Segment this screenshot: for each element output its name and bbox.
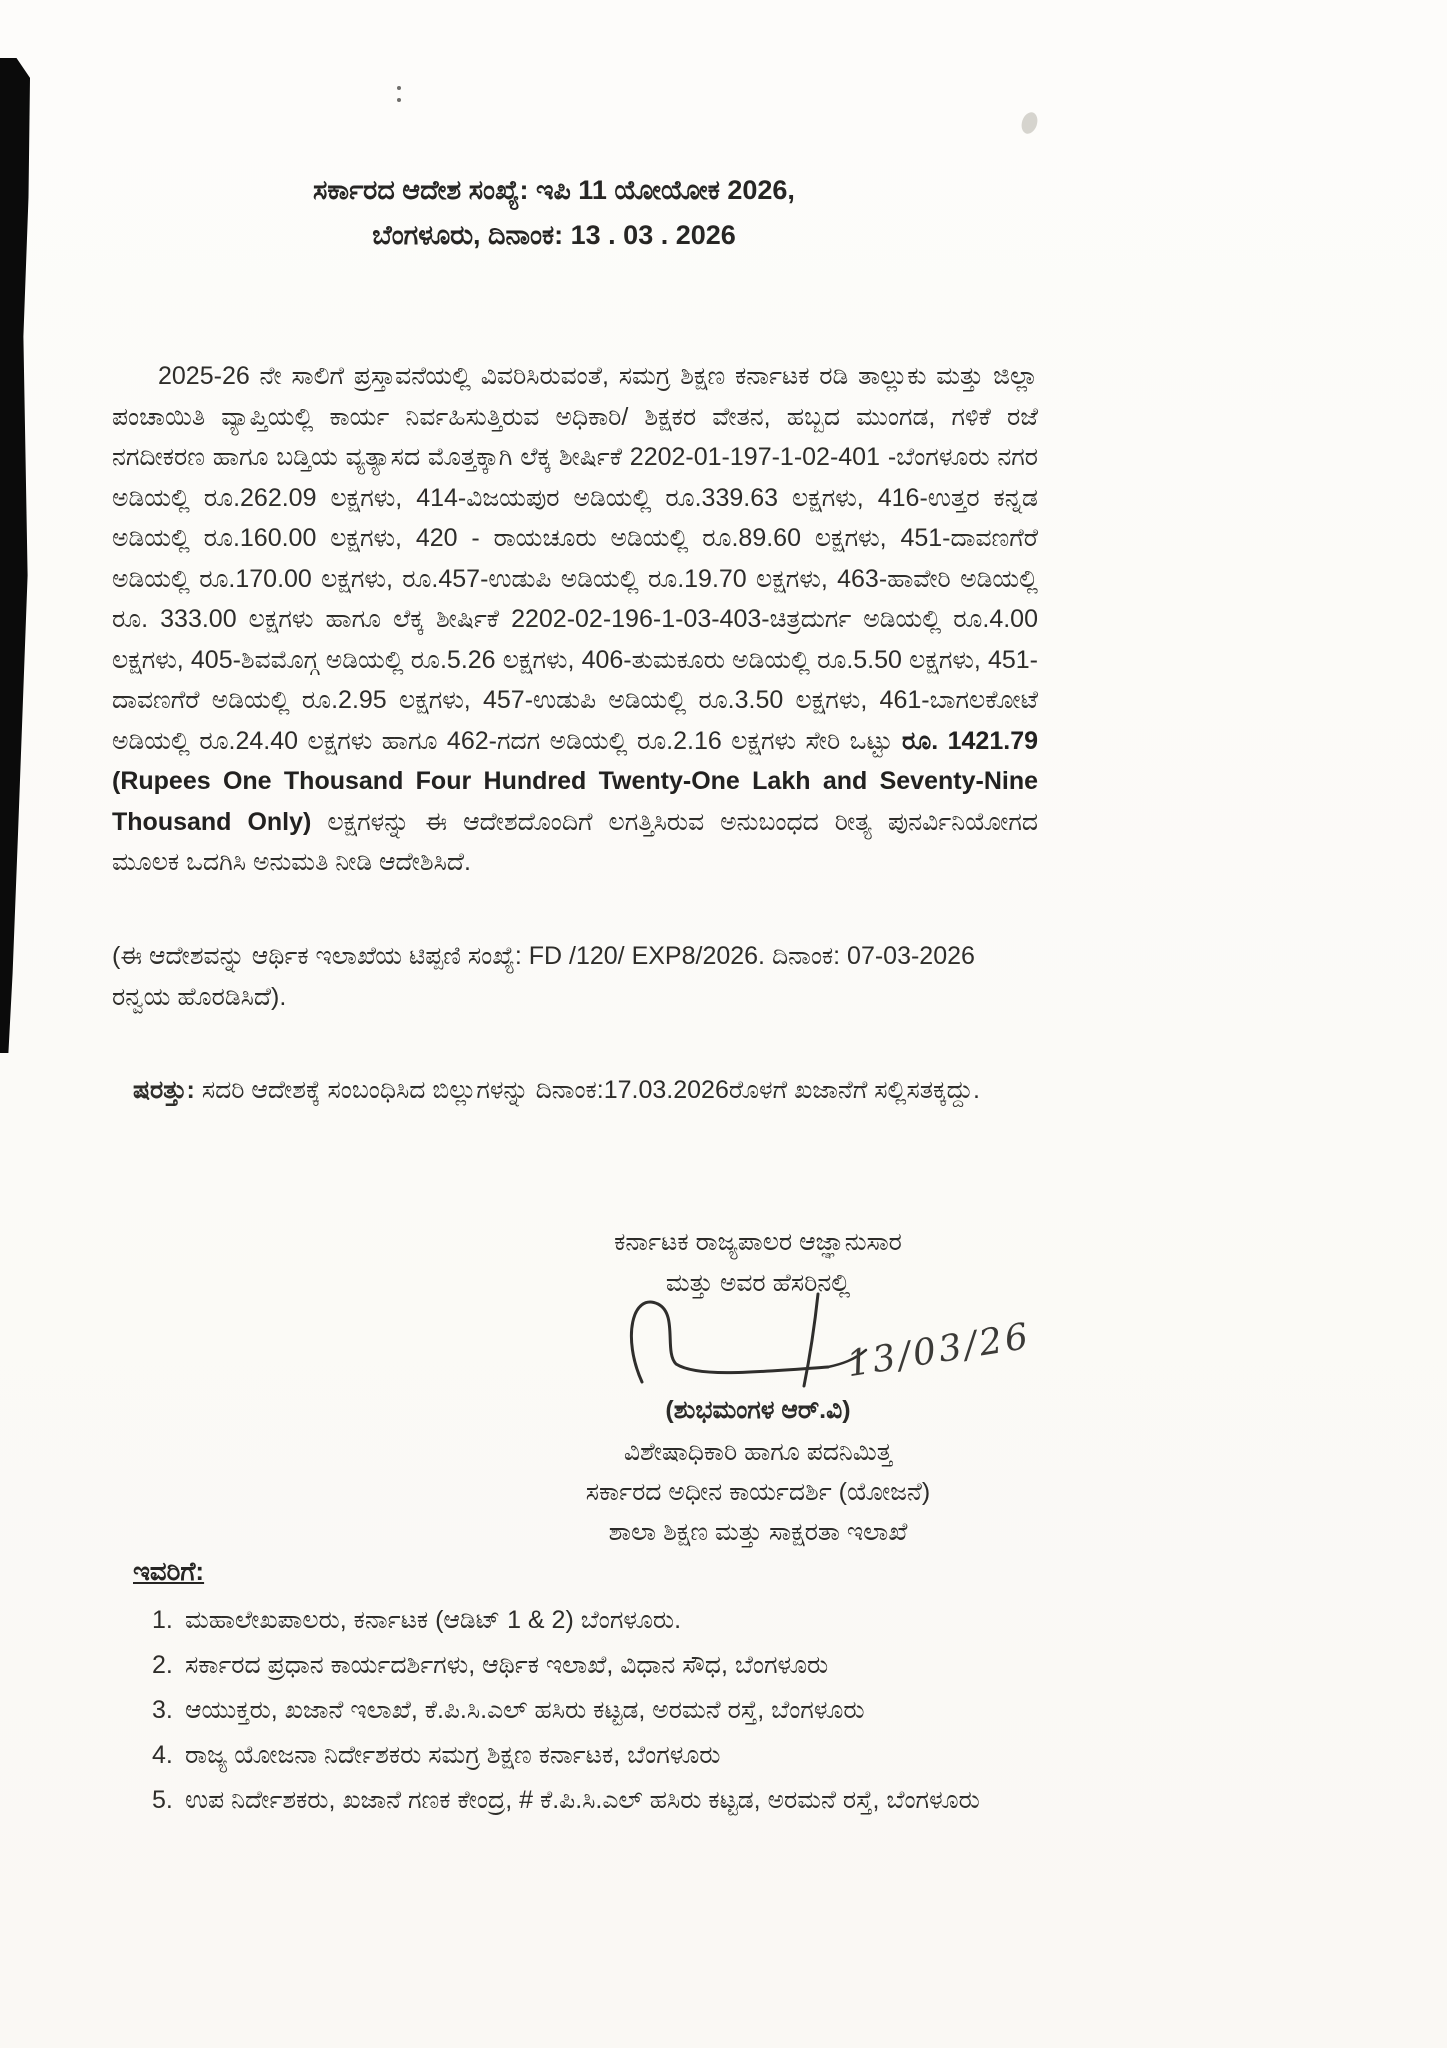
recipient-item <box>152 1643 1052 1688</box>
order-body-text-1: 2025-26 ನೇ ಸಾಲಿಗೆ ಪ್ರಸ್ತಾವನೆಯಲ್ಲಿ ವಿವರಿಸಿರುವಂತೆ, ಸಮಗ್ರ ಶಿಕ್ಷಣ ಕರ್ನಾಟಕ ರಡಿ ತಾಲ್ಲುಕು ಮತ್ತು ಜಿಲ್ಲಾ ಪಂಚಾಯಿತಿ ವ್ಯಾಪ್ತಿಯಲ್ಲಿ ಕಾರ್ಯ ನಿರ್ವಹಿಸುತ್ತಿರುವ ಅಧಿಕಾರಿ/ ಶಿಕ್ಷಕರ ವೇತನ, ಹಬ್ಬದ ಮುಂಗಡ, ಗಳಿಕೆ ರಜೆ ನಗದೀಕರಣ ಹಾಗೂ ಬಡ್ತಿಯ ವ್ಯತ್ಯಾಸದ ಮೊತ್ತಕ್ಕಾಗಿ ಲೆಕ್ಕ ಶೀರ್ಷಿಕೆ 2202-01-197-1-02-401 -ಬೆಂಗಳೂರು ನಗರ ಅಡಿಯಲ್ಲಿ ರೂ.262.09 ಲಕ್ಷಗಳು, 414-ವಿಜಯಪುರ ಅಡಿಯಲ್ಲಿ ರೂ.339.63 ಲಕ್ಷಗಳು, 416-ಉತ್ತರ ಕನ್ನಡ ಅಡಿಯಲ್ಲಿ ರೂ.160.00 ಲಕ್ಷಗಳು, 420 - ರಾಯಚೂರು ಅಡಿಯಲ್ಲಿ ರೂ.89.60 ಲಕ್ಷಗಳು, 451-ದಾವಣಗೆರೆ ಅಡಿಯಲ್ಲಿ ರೂ.170.00 ಲಕ್ಷಗಳು, ರೂ.457-ಉಡುಪಿ ಅಡಿಯಲ್ಲಿ ರೂ.19.70 ಲಕ್ಷಗಳು, 463-ಹಾವೇರಿ ಅಡಿಯಲ್ಲಿ ರೂ. 333.00 ಲಕ್ಷಗಳು ಹಾಗೂ ಲೆಕ್ಕ ಶೀರ್ಷಿಕೆ 2202-02-196-1-03-403-ಚಿತ್ರದುರ್ಗ ಅಡಿಯಲ್ಲಿ ರೂ.4.00 ಲಕ್ಷಗಳು, 405-ಶಿವಮೊಗ್ಗ ಅಡಿಯಲ್ಲಿ ರೂ.5.26 ಲಕ್ಷಗಳು, 406-ತುಮಕೂರು ಅಡಿಯಲ್ಲಿ ರೂ.5.50 ಲಕ್ಷಗಳು, 451-ದಾವಣಗೆರೆ ಅಡಿಯಲ್ಲಿ ರೂ.2.95 ಲಕ್ಷಗಳು, 457-ಉಡುಪಿ ಅಡಿಯಲ್ಲಿ ರೂ.3.50 ಲಕ್ಷಗಳು, 461-ಬಾಗಲಕೋಟೆ ಅಡಿಯಲ್ಲಿ ರೂ.24.40 ಲಕ್ಷಗಳು ಹಾಗೂ 462-ಗದಗ ಅಡಿಯಲ್ಲಿ ರೂ.2.16 ಲಕ್ಷಗಳು ಸೇರಿ ಒಟ್ಟು <box>112 362 1038 755</box>
condition-paragraph <box>133 1068 1047 1112</box>
recipient-text: ರಾಜ್ಯ ಯೋಜನಾ ನಿರ್ದೇಶಕರು ಸಮಗ್ರ ಶಿಕ್ಷಣ ಕರ್ನಾಟಕ, ಬೆಂಗಳೂರು <box>185 1741 721 1769</box>
recipient-item <box>152 1733 1052 1778</box>
order-number-line: ಸರ್ಕಾರದ ಆದೇಶ ಸಂಖ್ಯೆ: ಇಪಿ 11 ಯೋಯೋಕ 2026, <box>313 175 795 205</box>
scan-edge-artifact <box>0 58 30 1053</box>
recipients-list <box>152 1598 1052 1823</box>
recipient-text: ಮಹಾಲೇಖಪಾಲರು, ಕರ್ನಾಟಕ (ಆಡಿಟ್ 1 & 2) ಬೆಂಗಳೂರು. <box>185 1606 682 1634</box>
signatory-designation-2: ಸರ್ಕಾರದ ಅಧೀನ ಕಾರ್ಯದರ್ಶಿ (ಯೋಜನೆ) <box>585 1478 931 1506</box>
recipient-text: ಸರ್ಕಾರದ ಪ್ರಧಾನ ಕಾರ್ಯದರ್ಶಿಗಳು, ಆರ್ಥಿಕ ಇಲಾಖೆ, ವಿಧಾನ ಸೌಧ, ಬೆಂಗಳೂರು <box>185 1651 829 1679</box>
recipient-item <box>152 1598 1052 1643</box>
recipient-text: ಆಯುಕ್ತರು, ಖಜಾನೆ ಇಲಾಖೆ, ಕೆ.ಪಿ.ಸಿ.ಎಲ್ ಹಸಿರು ಕಟ್ಟಡ, ಅರಮನೆ ರಸ್ತೆ, ಬೆಂಗಳೂರು <box>185 1696 865 1724</box>
scan-speck-dots <box>397 86 401 104</box>
signatory-designation-1: ವಿಶೇಷಾಧಿಕಾರಿ ಹಾಗೂ ಪದನಿಮಿತ್ತ <box>623 1438 893 1466</box>
signatory-name: (ಶುಭಮಂಗಳ ಆರ್.ವಿ) <box>665 1396 851 1424</box>
recipient-number: 3. <box>152 1696 173 1724</box>
order-body-paragraph <box>112 356 1038 883</box>
recipients-heading: ಇವರಿಗೆ: <box>133 1556 205 1586</box>
condition-label: ಷರತ್ತು: <box>133 1076 195 1104</box>
total-amount-bold: ರೂ. 1421.79 (Rupees One Thousand Four Hundred Twenty-One Lakh and Seventy-Nine Thousand Only) <box>112 726 1038 836</box>
handwritten-signature <box>612 1280 872 1400</box>
order-header <box>108 168 1000 258</box>
recipient-number: 1. <box>152 1606 173 1634</box>
order-body-text-2: ಲಕ್ಷಗಳನ್ನು ಈ ಆದೇಶದೊಂದಿಗೆ ಲಗತ್ತಿಸಿರುವ ಅನುಬಂಧದ ರೀತ್ಯ ಪುನರ್ವಿನಿಯೋಗದ ಮೂಲಕ ಒದಗಿಸಿ ಅನುಮತಿ ನೀಡಿ ಆದೇಶಿಸಿದೆ. <box>112 807 1039 876</box>
recipient-number: 2. <box>152 1651 173 1679</box>
recipient-number: 5. <box>152 1786 173 1814</box>
condition-text: ಸದರಿ ಆದೇಶಕ್ಕೆ ಸಂಬಂಧಿಸಿದ ಬಿಲ್ಲುಗಳನ್ನು ದಿನಾಂಕ:17.03.2026ರೊಳಗೆ ಖಜಾನೆಗೆ ಸಲ್ಲಿಸತಕ್ಕದ್ದು. <box>194 1076 980 1104</box>
place-date-line: ಬೆಂಗಳೂರು, ದಿನಾಂಕ: 13 . 03 . 2026 <box>372 220 736 250</box>
recipient-item <box>152 1778 1052 1823</box>
finance-note-paragraph: (ಈ ಆದೇಶವನ್ನು ಆರ್ಥಿಕ ಇಲಾಖೆಯ ಟಿಪ್ಪಣಿ ಸಂಖ್ಯೆ: FD /120/ EXP8/2026. ದಿನಾಂಕ: 07-03-2026 ರನ್ವಯ ಹೊರಡಿಸಿದೆ). <box>112 942 975 1011</box>
recipient-number: 4. <box>152 1741 173 1769</box>
by-order-line-2: ಮತ್ತು ಅವರ ಹೆಸರಿನಲ್ಲಿ <box>665 1269 851 1297</box>
handwritten-date: 13/03/26 <box>843 1315 1034 1386</box>
scan-smudge <box>1019 110 1040 136</box>
by-order-line-1: ಕರ್ನಾಟಕ ರಾಜ್ಯಪಾಲರ ಆಜ್ಞಾನುಸಾರ <box>614 1228 902 1256</box>
recipient-item <box>152 1688 1052 1733</box>
signatory-designation-3: ಶಾಲಾ ಶಿಕ್ಷಣ ಮತ್ತು ಸಾಕ್ಷರತಾ ಇಲಾಖೆ <box>608 1518 908 1546</box>
recipient-text: ಉಪ ನಿರ್ದೇಶಕರು, ಖಜಾನೆ ಗಣಕ ಕೇಂದ್ರ, # ಕೆ.ಪಿ.ಸಿ.ಎಲ್ ಹಸಿರು ಕಟ್ಟಡ, ಅರಮನೆ ರಸ್ತೆ, ಬೆಂಗಳೂರು <box>185 1786 980 1814</box>
